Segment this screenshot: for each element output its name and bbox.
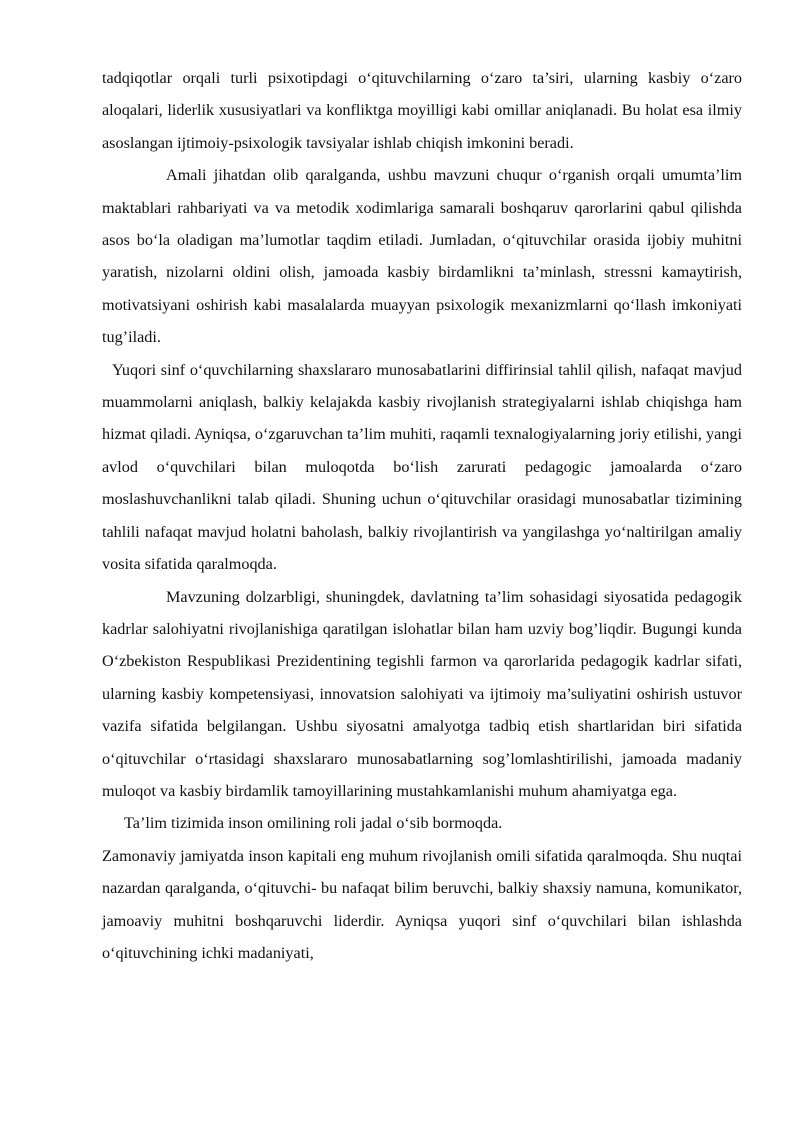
document-page	[102, 62, 742, 969]
paragraph-human-factor: Ta’lim tizimida inson omilining roli jadal o‘sib bormoqda.	[124, 814, 503, 833]
paragraph-differential-analysis: Yuqori sinf o‘quvchilarning shaxslararo munosabatlarini diffirinsial tahlil qilish, nafaqat mavjud muammolarni aniqlash, balkiy kelajakda kasbiy rivojlanish strategiyalarni ishlab chiqishga ham hizmat qiladi. Ayniqsa, o‘zgaruvchan ta’lim muhiti, raqamli texnalogiyalarning joriy etilishi, yangi avlod o‘quvchilari bilan muloqotda bo‘lish zarurati pedagogic jamoalarda o‘zaro moslashuvchanlikni talab qiladi. Shuning uchun o‘qituvchilar orasidagi munosabatlar tizimining tahlili nafaqat mavjud holatni baholash, balkiy rivojlantirish va yangilashga yo‘naltirilgan amaliy vosita sifatida qaralmoqda.	[102, 360, 742, 574]
paragraph-topic-relevance: Mavzuning dolzarbligi, shuningdek, davlatning ta’lim sohasidagi siyosatida pedagogik kadrlar salohiyatni rivojlanishiga qaratilgan islohatlar bilan ham uzviy bog’liqdir. Bugungi kunda O‘zbekiston Respublikasi Prezidentining tegishli farmon va qarorlarida pedagogik kadrlar sifati, ularning kasbiy kompetensiyasi, innovatsion salohiyati va ijtimoiy ma’suliyatini oshirish ustuvor vazifa sifatida belgilangan. Ushbu siyosatni amalyotga tadbiq etish shartlaridan biri sifatida o‘qituvchilar o‘rtasidagi shaxslararo munosabatlarning sog’lomlashtirilishi, jamoada madaniy muloqot va kasbiy birdamlik tamoyillarining mustahkamlanishi muhum ahamiyatga ega.	[102, 587, 742, 800]
paragraph-intro-continuation: tadqiqotlar orqali turli psixotipdagi o‘qituvchilarning o‘zaro ta’siri, ularning kasbiy o‘zaro aloqalari, liderlik xususiyatlari va konfliktga moyilligi kabi omillar aniqlanadi. Bu holat esa ilmiy asoslangan ijtimoiy-psixologik tavsiyalar ishlab chiqish imkonini beradi.	[102, 69, 742, 152]
paragraph-modern-society: Zamonaviy jamiyatda inson kapitali eng muhum rivojlanish omili sifatida qaralmoqda. Shu nuqtai nazardan qaralganda, o‘qituvchi- bu nafaqat bilim beruvchi, balkiy shaxsiy namuna, komunikator, jamoaviy muhitni boshqaruvchi liderdir. Ayniqsa yuqori sinf o‘quvchilari bilan ishlashda o‘qituvchining ichki madaniyati,	[102, 846, 742, 962]
paragraph-practical-significance: Amali jihatdan olib qaralganda, ushbu mavzuni chuqur o‘rganish orqali umumta’lim maktablari rahbariyati va va metodik xodimlariga samarali boshqaruv qarorlarini qabul qilishda asos bo‘la oladigan ma’lumotlar taqdim etiladi. Jumladan, o‘qituvchilar orasida ijobiy muhitni yaratish, nizolarni oldini olish, jamoada kasbiy birdamlikni ta’minlash, stressni kamaytirish, motivatsiyani oshirish kabi masalalarda muayyan psixologik mexanizmlarni qo‘llash imkoniyati tug’iladi.	[102, 166, 742, 347]
